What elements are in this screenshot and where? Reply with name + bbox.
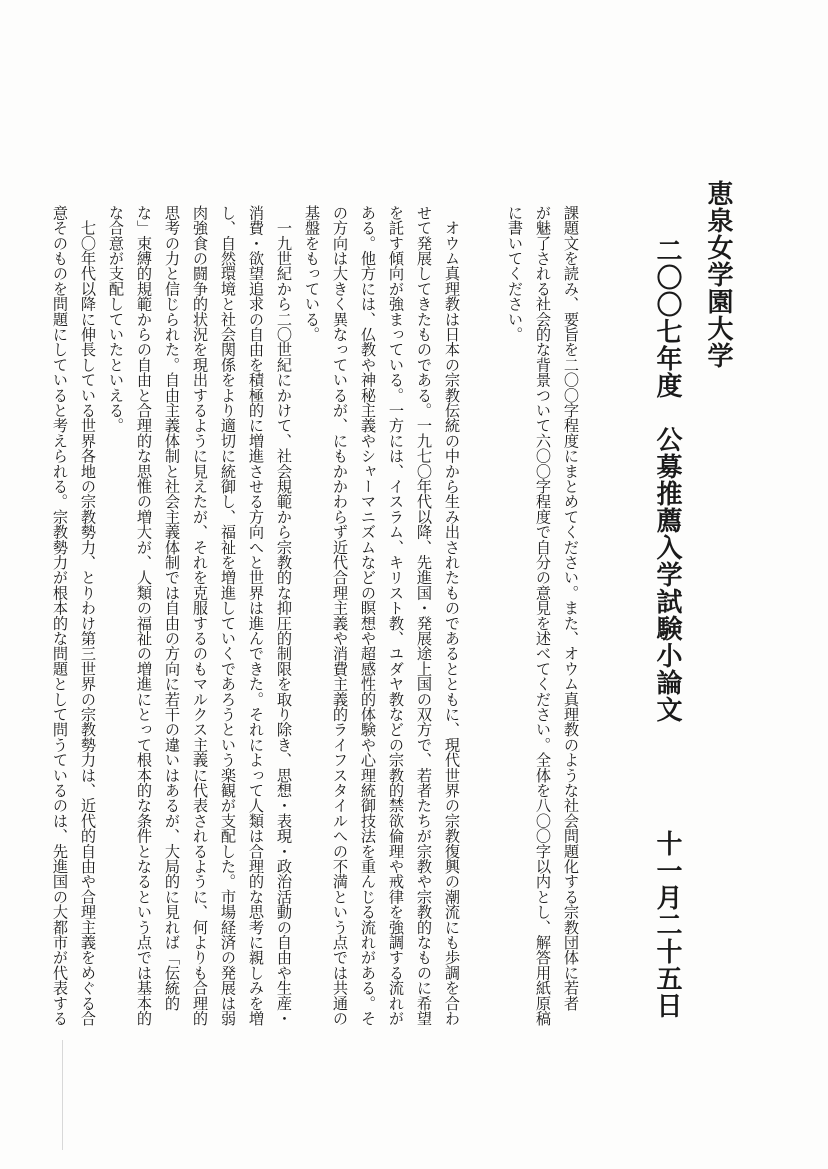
instruction-line: に書いてください。 <box>506 205 524 342</box>
passage-line: 一九世紀から二〇世紀にかけて、社会規範から宗教的な抑圧的制限を取り除き、思想・表現・政治活動の自由や生産・ <box>275 205 293 1026</box>
instruction-line: が魅了される社会的な背景ついて六〇〇字程度で自分の意見を述べてください。全体を八〇〇字以内とし、解答用紙原稿 <box>534 205 552 1026</box>
passage-line: の方向は大きく異なっているが、にもかかわらず近代合理主義や消費主義的ライフスタイルへの不満という点では共通の <box>331 205 349 1026</box>
exam-date: 十一月二十五日 <box>652 830 682 1019</box>
passage-line: を託す傾向が強まっている。一方には、イスラム、キリスト教、ユダヤ教などの宗教的禁欲倫理や戒律を強調する流れが <box>387 205 405 1026</box>
passage-line: 思考の力と信じられた。自由主義体制と社会主義体制では自由の方向に若干の違いはあるが、大局的に見れば「伝統的 <box>163 205 181 1011</box>
passage-line: ある。他方には、仏教や神秘主義やシャーマニズムなどの瞑想や超感性的体験や心理統御技法を重んじる流れがある。そ <box>359 205 377 1026</box>
passage-line: せて発展してきたものである。一九七〇年代以降、先進国・発展途上国の双方で、若者たちが宗教や宗教的なものに希望 <box>415 205 433 1026</box>
university-name: 恵泉女学園大学 <box>703 180 733 369</box>
scan-mark <box>62 1040 63 1150</box>
passage-line: オウム真理教は日本の宗教伝統の中から生み出されたものであるとともに、現代世界の宗教復興の潮流にも歩調を合わ <box>443 205 461 1026</box>
passage-line: 基盤をもっている。 <box>303 205 321 342</box>
passage-line: な合意が支配していたといえる。 <box>107 205 125 433</box>
passage-line: な」束縛的規範からの自由と合理的な思惟の増大が、人類の福祉の増進にとって根本的な条件となるという点では基本的 <box>135 205 153 1026</box>
passage-line: し、自然環境と社会関係をより適切に統御し、福祉を増進していくであろうという楽観が支配した。市場経済の発展は弱 <box>219 205 237 1026</box>
passage-line: 意そのものを問題にしていると考えられる。宗教勢力が根本的な問題として問うているのは、先進国の大都市が代表する <box>51 205 69 1026</box>
exam-title: 二〇〇七年度 公募推薦入学試験小論文 <box>652 237 682 723</box>
passage-line: 七〇年代以降に伸長している世界各地の宗教勢力、とりわけ第三世界の宗教勢力は、近代的自由や合理主義をめぐる合 <box>79 205 97 1026</box>
passage-line: 消費・欲望追求の自由を積極的に増進させる方向へと世界は進んできた。それによって人類は合理的な思考に親しみを増 <box>247 205 265 1026</box>
instruction-line: 課題文を読み、要旨を二〇〇字程度にまとめてください。また、オウム真理教のような社会問題化する宗教団体に若者 <box>562 205 580 1011</box>
passage-line: 肉強食の闘争的状況を現出するように見えたが、それを克服するのもマルクス主義に代表されるように、何よりも合理的 <box>191 205 209 1026</box>
